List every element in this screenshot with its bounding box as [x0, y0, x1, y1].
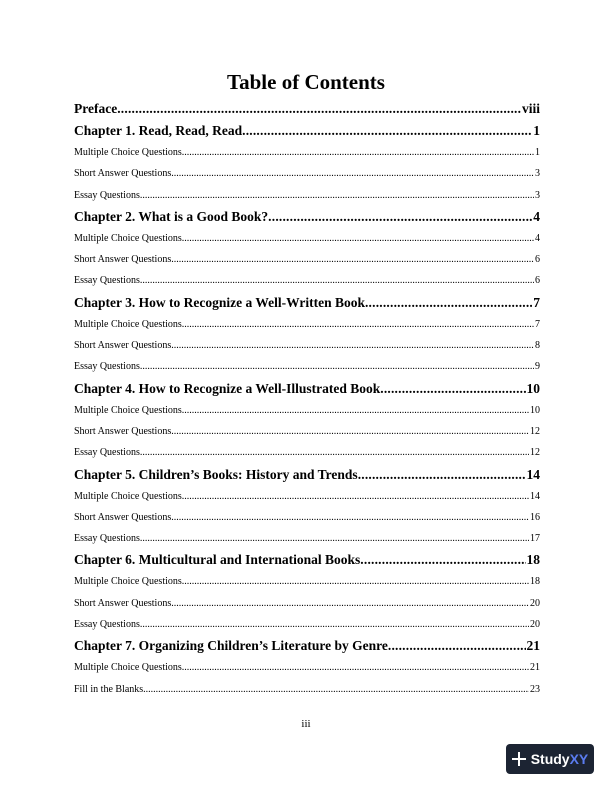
- toc-chapter-entry[interactable]: [74, 549, 540, 571]
- toc-entry-label: Short Answer Questions: [74, 340, 172, 352]
- dot-leader: [171, 421, 529, 442]
- toc-section-entry[interactable]: [74, 314, 540, 335]
- toc-entry-label: Chapter 2. What is a Good Book?: [74, 208, 269, 224]
- toc-entry-label: Fill in the Blanks: [74, 683, 144, 695]
- toc-section-entry[interactable]: [74, 442, 540, 463]
- dot-leader: [268, 206, 532, 228]
- table-of-contents: [74, 98, 540, 700]
- toc-section-entry[interactable]: [74, 228, 540, 249]
- toc-section-entry[interactable]: [74, 142, 540, 163]
- toc-entry-page: 16: [530, 511, 540, 523]
- dot-leader: [140, 614, 529, 635]
- dot-leader: [182, 142, 534, 163]
- dot-leader: [182, 657, 529, 678]
- toc-entry-label: Multiple Choice Questions: [74, 662, 182, 674]
- toc-entry-page: viii: [521, 101, 540, 116]
- toc-entry-label: Preface: [74, 101, 118, 116]
- toc-section-entry[interactable]: [74, 507, 540, 528]
- toc-entry-label: Short Answer Questions: [74, 597, 172, 609]
- toc-section-entry[interactable]: [74, 163, 540, 184]
- toc-entry-label: Multiple Choice Questions: [74, 490, 182, 502]
- toc-entry-label: Essay Questions: [74, 189, 140, 201]
- dot-leader: [140, 442, 529, 463]
- toc-entry-page: 9: [535, 361, 540, 373]
- toc-entry-label: Chapter 7. Organizing Children’s Literature by Genre: [74, 638, 388, 654]
- toc-entry-page: 3: [535, 189, 540, 201]
- toc-entry-page: 6: [535, 275, 540, 287]
- dot-leader: [360, 549, 525, 571]
- toc-section-entry[interactable]: [74, 593, 540, 614]
- page-title: Table of Contents: [227, 70, 385, 94]
- dot-leader: [140, 528, 529, 549]
- toc-section-entry[interactable]: [74, 679, 540, 700]
- toc-chapter-entry[interactable]: [74, 378, 540, 400]
- toc-entry-page: 1: [535, 147, 540, 158]
- toc-entry-label: Short Answer Questions: [74, 168, 172, 180]
- toc-entry-label: Multiple Choice Questions: [74, 232, 182, 244]
- dot-leader: [182, 228, 534, 249]
- dot-leader: [171, 249, 534, 270]
- toc-section-entry[interactable]: [74, 528, 540, 549]
- dot-leader: [182, 571, 529, 592]
- toc-chapter-entry[interactable]: [74, 206, 540, 228]
- dot-leader: [358, 464, 526, 486]
- toc-entry-page: 14: [526, 466, 540, 482]
- toc-section-entry[interactable]: [74, 657, 540, 678]
- toc-entry-label: Chapter 4. How to Recognize a Well-Illustrated Book: [74, 380, 381, 396]
- toc-entry-page: 3: [535, 168, 540, 180]
- toc-section-entry[interactable]: [74, 249, 540, 270]
- toc-entry-page: 23: [530, 683, 540, 695]
- badge-text: StudyXY: [530, 751, 589, 767]
- toc-entry-label: Essay Questions: [74, 533, 140, 545]
- plus-icon: [512, 752, 526, 766]
- toc-entry-page: 12: [530, 447, 540, 459]
- dot-leader: [140, 270, 534, 291]
- toc-entry-label: Multiple Choice Questions: [74, 576, 182, 588]
- toc-entry-label: Chapter 3. How to Recognize a Well-Written Book: [74, 294, 365, 310]
- toc-section-entry[interactable]: [74, 571, 540, 592]
- toc-entry-page: 7: [533, 294, 540, 310]
- toc-entry-page: 12: [530, 425, 540, 437]
- toc-chapter-entry[interactable]: [74, 635, 540, 657]
- dot-leader: [140, 185, 534, 206]
- dot-leader: [143, 679, 529, 700]
- toc-section-entry[interactable]: [74, 421, 540, 442]
- toc-chapter-entry[interactable]: [74, 464, 540, 486]
- toc-section-entry[interactable]: [74, 356, 540, 377]
- dot-leader: [182, 400, 529, 421]
- toc-entry-page: 10: [526, 380, 540, 396]
- dot-leader: [171, 163, 534, 184]
- dot-leader: [117, 98, 521, 120]
- toc-section-entry[interactable]: [74, 614, 540, 635]
- dot-leader: [171, 335, 534, 356]
- toc-entry-label: Essay Questions: [74, 619, 140, 631]
- toc-entry-label: Multiple Choice Questions: [74, 318, 182, 330]
- toc-entry-page: 4: [535, 232, 540, 244]
- dot-leader: [380, 378, 525, 400]
- dot-leader: [171, 593, 529, 614]
- toc-section-entry[interactable]: [74, 335, 540, 356]
- dot-leader: [365, 292, 532, 314]
- toc-entry-label: Multiple Choice Questions: [74, 404, 182, 416]
- toc-entry-page: 8: [535, 340, 540, 352]
- toc-entry-label: Essay Questions: [74, 361, 140, 373]
- toc-entry-page: 7: [535, 318, 540, 330]
- toc-entry-label: Essay Questions: [74, 275, 140, 287]
- dot-leader: [182, 486, 529, 507]
- toc-section-entry[interactable]: [74, 486, 540, 507]
- toc-section-entry[interactable]: [74, 185, 540, 206]
- toc-entry-label: Multiple Choice Questions: [74, 147, 182, 158]
- toc-entry-label: Short Answer Questions: [74, 425, 172, 437]
- dot-leader: [171, 507, 529, 528]
- toc-entry-page: 18: [526, 552, 540, 568]
- dot-leader: [388, 635, 526, 657]
- toc-chapter-entry[interactable]: [74, 120, 540, 142]
- toc-section-entry[interactable]: [74, 400, 540, 421]
- toc-entry-page: 21: [530, 662, 540, 674]
- dot-leader: [182, 314, 534, 335]
- toc-entry-label: Chapter 1. Read, Read, Read: [74, 123, 243, 138]
- toc-entry-page: 1: [533, 123, 540, 138]
- toc-chapter-entry[interactable]: [74, 292, 540, 314]
- toc-entry-page: 4: [533, 208, 540, 224]
- toc-entry-label: Short Answer Questions: [74, 254, 172, 266]
- toc-section-entry[interactable]: [74, 270, 540, 291]
- toc-entry-label: Chapter 6. Multicultural and International Books: [74, 552, 361, 568]
- toc-entry-page: 6: [535, 254, 540, 266]
- toc-entry-label: Essay Questions: [74, 447, 140, 459]
- page-number: iii: [301, 718, 311, 730]
- toc-entry-page: 20: [530, 597, 540, 609]
- toc-entry-label: Short Answer Questions: [74, 511, 172, 523]
- dot-leader: [242, 120, 532, 142]
- toc-entry-page: 14: [530, 490, 540, 502]
- toc-entry-page: 20: [530, 619, 540, 631]
- dot-leader: [140, 356, 534, 377]
- studyxy-badge[interactable]: [506, 744, 594, 774]
- toc-entry-page: 21: [526, 638, 540, 654]
- toc-entry-page: 17: [530, 533, 540, 545]
- toc-chapter-entry[interactable]: [74, 98, 540, 120]
- toc-entry-label: Chapter 5. Children’s Books: History and Trends: [74, 466, 358, 482]
- toc-entry-page: 10: [530, 404, 540, 416]
- toc-entry-page: 18: [530, 576, 540, 588]
